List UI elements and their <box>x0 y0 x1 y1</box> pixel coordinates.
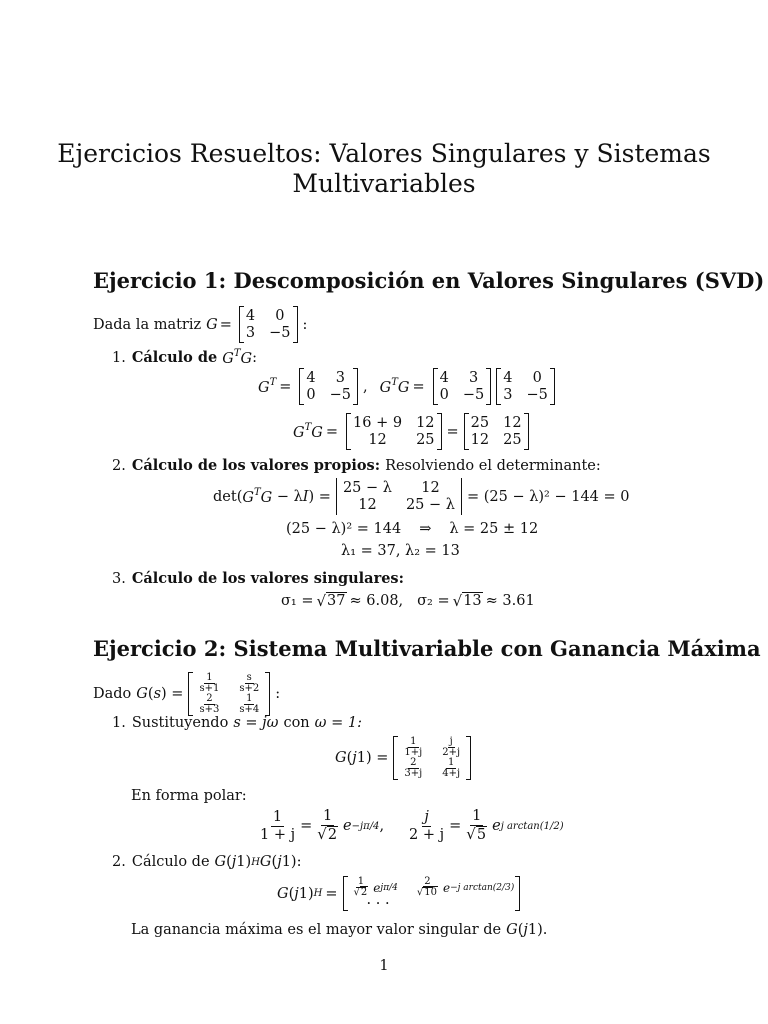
ex2-Gj1-eq: G ( j 1) = $\frac{1}{1+j}$ $\frac{j}{2+j}$ $\frac{2}{3+j}$ $\frac{1}{4+j}$ <box>335 736 476 780</box>
ex1-transpose-eq: $G^T$ = 4 3 0 −5 , $G^TG$ = 4 3 0 −5 4 0 3 −5 <box>258 368 560 405</box>
matrix-GjH: $\frac{1}{√2}$ e jπ/4 $\frac{2}{√10}$ e −j arctan(2/3) · · · <box>343 876 521 911</box>
matrix-GTG: 25 12 12 25 <box>464 413 529 450</box>
ex1-heading: Ejercicio 1: Descomposición en Valores Singulares (SVD) <box>93 268 765 293</box>
matrix-GT-2: 4 3 0 −5 <box>433 368 492 405</box>
ex2-step2: 2. Cálculo de G ( j 1) H G ( j 1): <box>112 854 302 870</box>
title-line-1: Ejercicios Resueltos: Valores Singulares y Sistemas <box>57 139 711 168</box>
matrix-GTG-raw: 16 + 9 12 12 25 <box>346 413 442 450</box>
matrix-Gj1: $\frac{1}{1+j}$ $\frac{j}{2+j}$ $\frac{2}{3+j}$ $\frac{1}{4+j}$ <box>393 736 471 780</box>
title-line-2: Multivariables <box>292 169 476 198</box>
document-title <box>0 139 768 199</box>
ex1-step3: 3. Cálculo de los valores singulares: <box>112 570 404 587</box>
ex2-intro: Dado G ( s ) = $\frac{1}{s+1}$ $\frac{s}{s+2}$ $\frac{2}{s+3}$ $\frac{1}{s+4}$ : <box>93 672 281 715</box>
ex2-polar-label: En forma polar: <box>131 788 247 804</box>
matrix-GT: 4 3 0 −5 <box>299 368 358 405</box>
ex1-product-eq: $G^TG$ = 16 + 9 12 12 25 = 25 12 12 25 <box>293 413 534 450</box>
ex1-step2: 2. Cálculo de los valores propios: Resolviendo el determinante: <box>112 457 601 474</box>
matrix-G: 4 0 3 −5 <box>239 306 298 343</box>
ex1-intro: Dada la matriz G = 4 0 3 −5 : <box>93 308 308 341</box>
matrix-Gs: $\frac{1}{s+1}$ $\frac{s}{s+2}$ $\frac{2}{s+3}$ $\frac{1}{s+4}$ <box>188 672 270 716</box>
ex2-hermitian-eq: G ( j 1) H = $\frac{1}{√2}$ e jπ/4 $\frac{2}{√10}$ e −j arctan(2/3) · · · <box>277 876 525 911</box>
ex2-conclusion: La ganancia máxima es el mayor valor singular de G ( j 1). <box>131 922 548 938</box>
ex1-eigenvalues: λ₁ = 37, λ₂ = 13 <box>341 543 460 559</box>
matrix-G-2: 4 0 3 −5 <box>496 368 555 405</box>
ex2-step1: 1. Sustituyendo s = jω con ω = 1: <box>112 715 362 731</box>
ex1-determinant-eq: det( $G^TG$ − λ I ) = 25 − λ 12 12 25 − λ = (25 − λ)² − 144 = 0 <box>213 480 630 513</box>
determinant: 25 − λ 12 12 25 − λ <box>336 478 462 515</box>
page-number: 1 <box>379 958 389 974</box>
ex1-step1: 1. Cálculo de $G^TG$ : <box>112 348 258 367</box>
ex1-singular-values: σ₁ = √ 37 ≈ 6.08, σ₂ = √ 13 ≈ 3.61 <box>281 592 535 610</box>
ex1-eigen-eq: (25 − λ)² = 144 ⇒ λ = 25 ± 12 <box>286 521 539 537</box>
ex2-polar-eq: $\frac{1}{1 + j}$ = $\frac{1}{√2}$ e −jπ/4 , $\frac{j}{2 + j}$ = $\frac{1}{√5}$ e j arctan(1/2) <box>260 808 564 843</box>
ex2-heading: Ejercicio 2: Sistema Multivariable con Ganancia Máxima <box>93 636 761 661</box>
